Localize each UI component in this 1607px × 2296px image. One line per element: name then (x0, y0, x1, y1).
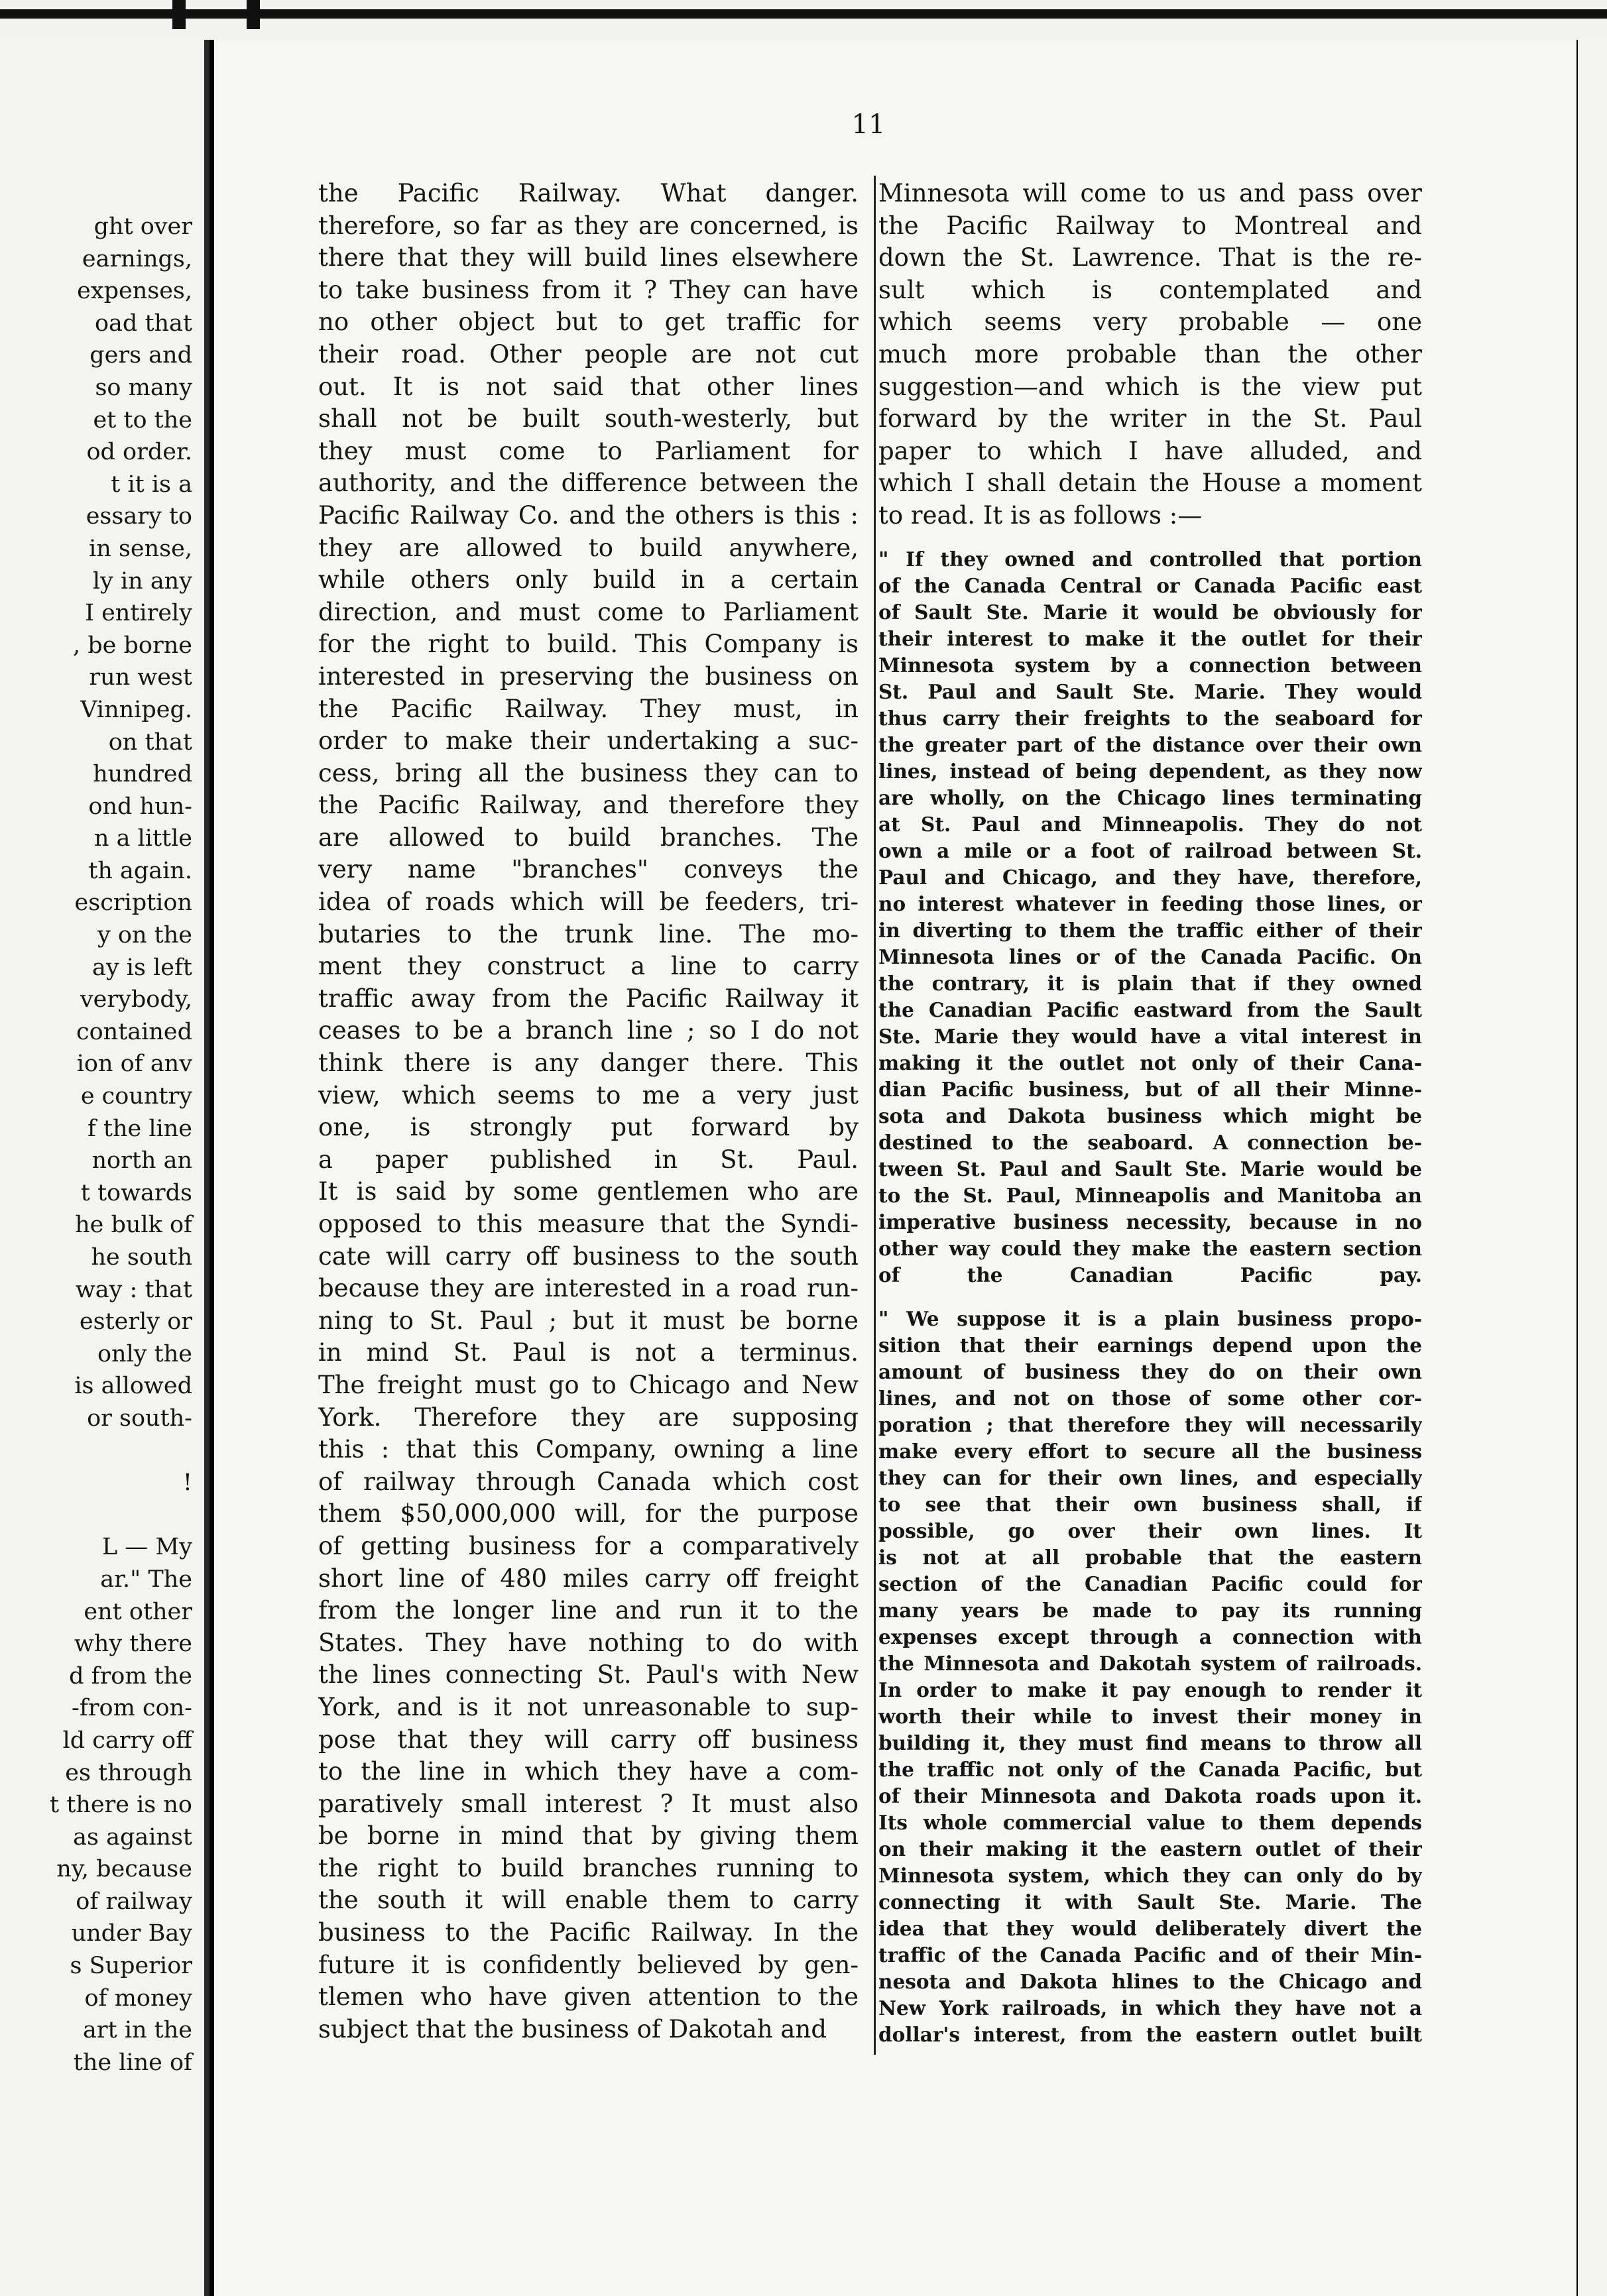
quote-line: make every effort to secure all the business (878, 1439, 1422, 1463)
quote-line: of their Minnesota and Dakota roads upon it. (878, 1784, 1422, 1808)
text-line: he south (91, 1244, 192, 1271)
text-line: suggestion—and which is the view put (878, 372, 1422, 401)
quote-line: at St. Paul and Minneapolis. They do not (878, 812, 1422, 836)
left-page-text (0, 211, 199, 2079)
quote-line: the greater part of the distance over their own (878, 732, 1422, 756)
text-line: , be borne (73, 632, 192, 659)
quote-line: Minnesota system by a connection between (878, 653, 1422, 677)
binding-mark (247, 0, 260, 29)
text-line: this : that this Company, owning a line (318, 1435, 859, 1464)
quote-line: they can for their own lines, and especially (878, 1465, 1422, 1489)
column-right-intro (878, 178, 1422, 532)
text-line: view, which seems to me a very just (318, 1080, 859, 1110)
quote-line: of the Canadian Pacific pay. (878, 1263, 1422, 1287)
text-line: ay is left (92, 954, 192, 981)
quote-line: making it the outlet not only of their Cana- (878, 1051, 1422, 1074)
page-gutter (204, 40, 209, 2296)
quote-line: the Minnesota and Dakotah system of railroads. (878, 1651, 1422, 1675)
quote-line: poration ; that therefore they will necessarily (878, 1412, 1422, 1436)
text-line: hundred (93, 761, 192, 788)
quote-line: connecting it with Sault Ste. Marie. The (878, 1890, 1422, 1914)
text-line: of getting business for a comparatively (318, 1531, 859, 1560)
quoted-passage-2 (878, 1306, 1422, 2048)
quote-line: " We suppose it is a plain business propo- (878, 1306, 1422, 1330)
quote-line: on their making it the eastern outlet of their (878, 1837, 1422, 1861)
text-line: the line of (73, 2049, 192, 2076)
text-line: north an (91, 1147, 192, 1175)
text-line: butaries to the trunk line. The mo- (318, 919, 859, 948)
text-line (0, 1499, 199, 1532)
right-margin (1578, 40, 1607, 2296)
text-line: therefore, so far as they are concerned, is (318, 211, 859, 240)
column-right (878, 178, 1422, 2048)
quote-line: the traffic not only of the Canada Pacific, but (878, 1757, 1422, 1781)
quote-line: the contrary, it is plain that if they owned (878, 971, 1422, 995)
text-line: they are allowed to build anywhere, (318, 533, 859, 562)
text-line: to take business from it ? They can have (318, 275, 859, 304)
quote-line: " If they owned and controlled that portion (878, 547, 1422, 571)
text-line: ent other (84, 1598, 192, 1625)
quote-line: Paul and Chicago, and they have, therefore, (878, 865, 1422, 889)
text-line: pose that they will carry off business (318, 1725, 859, 1754)
quote-line: Ste. Marie they would have a vital interest in (878, 1024, 1422, 1048)
text-line: their road. Other people are not cut (318, 339, 859, 369)
quote-line: worth their while to invest their money in (878, 1704, 1422, 1728)
quote-line: expenses except through a connection with (878, 1625, 1422, 1648)
text-line: earnings, (82, 245, 192, 272)
text-line: interested in preserving the business on (318, 661, 859, 691)
text-line: out. It is not said that other lines (318, 372, 859, 401)
text-line: y on the (97, 922, 192, 949)
quote-line: destined to the seaboard. A connection be- (878, 1130, 1422, 1154)
text-line: et to the (93, 406, 192, 433)
text-line: in mind St. Paul is not a terminus. (318, 1338, 859, 1367)
text-line: only the (97, 1340, 192, 1367)
text-line (0, 1435, 199, 1467)
text-line: much more probable than the other (878, 339, 1422, 369)
quoted-passage-1 (878, 546, 1422, 1289)
text-line: there that they will build lines elsewhere (318, 243, 859, 272)
scan-top-border (0, 0, 1607, 40)
quote-line: sota and Dakota business which might be (878, 1104, 1422, 1127)
text-line: think there is any danger there. This (318, 1049, 859, 1078)
text-line: them $50,000,000 will, for the purpose (318, 1499, 859, 1528)
text-line: subject that the business of Dakotah and (318, 2014, 827, 2043)
quote-line: Minnesota lines or of the Canada Pacific. On (878, 945, 1422, 968)
column-divider (874, 176, 876, 2055)
text-line: is allowed (74, 1373, 192, 1400)
text-line: be borne in mind that by giving them (318, 1821, 859, 1851)
text-line: ning to St. Paul ; but it must be borne (318, 1306, 859, 1335)
text-line: L — My (101, 1534, 192, 1561)
text-line: of money (84, 1984, 192, 2012)
quote-line: Minnesota system, which they can only do by (878, 1863, 1422, 1887)
text-line: shall not be built south-westerly, but (318, 404, 859, 433)
text-line: York. Therefore they are supposing (318, 1403, 859, 1432)
quote-line: own a mile or a foot of railroad between St. (878, 838, 1422, 862)
text-line: Vinnipeg. (80, 696, 192, 723)
quote-line: of the Canada Central or Canada Pacific east (878, 573, 1422, 597)
text-line: very name "branches" conveys the (318, 855, 859, 884)
text-line: cate will carry off business to the south (318, 1241, 859, 1271)
quote-line: is not at all probable that the eastern (878, 1545, 1422, 1569)
text-line: no other object but to get traffic for (318, 308, 859, 337)
text-line: the right to build branches running to (318, 1853, 859, 1882)
quote-line: dian Pacific business, but of all their Minne- (878, 1077, 1422, 1101)
text-line: ny, because (56, 1856, 192, 1883)
page-number: 11 (851, 109, 886, 140)
text-line: the south it will enable them to carry (318, 1886, 859, 1915)
text-line: Minnesota will come to us and pass over (878, 179, 1422, 207)
text-line: expenses, (77, 278, 192, 305)
text-line: verybody, (80, 986, 192, 1013)
quote-line: their interest to make it the outlet for their (878, 626, 1422, 650)
text-line: way : that (75, 1276, 192, 1303)
text-line: essary to (86, 503, 192, 530)
text-line: th again. (88, 857, 192, 884)
text-line: as against (73, 1823, 192, 1851)
quote-line: sition that their earnings depend upon the (878, 1333, 1422, 1357)
text-line: direction, and must come to Parliament (318, 597, 859, 626)
quote-line: in diverting to them the traffic either of their (878, 918, 1422, 942)
text-line: while others only build in a certain (318, 565, 859, 595)
text-line: I entirely (85, 600, 192, 627)
quote-line: amount of business they do on their own (878, 1359, 1422, 1383)
text-line: idea of roads which will be feeders, tri- (318, 888, 859, 917)
text-line: York, and is it not unreasonable to sup- (318, 1692, 859, 1721)
text-line: escription (74, 890, 192, 917)
quote-line: Its whole commercial value to them depends (878, 1810, 1422, 1834)
quote-line: thus carry their freights to the seaboard for (878, 706, 1422, 730)
text-line: oad that (94, 310, 192, 337)
quote-line: the Canadian Pacific eastward from the Sault (878, 998, 1422, 1021)
text-line: he bulk of (75, 1212, 192, 1239)
quote-line: to see that their own business shall, if (878, 1492, 1422, 1516)
text-line: ceases to be a branch line ; so I do not (318, 1016, 859, 1045)
left-page-fragment (0, 40, 209, 2296)
text-line: authority, and the difference between the (318, 469, 859, 498)
text-line: or south- (87, 1405, 192, 1432)
text-line: to read. It is as follows :— (878, 500, 1203, 530)
text-line: ght over (93, 213, 192, 240)
text-line: sult which is contemplated and (878, 275, 1422, 304)
text-line: Pacific Railway Co. and the others is this : (318, 500, 859, 530)
text-line: ly in any (92, 567, 192, 595)
text-line: they must come to Parliament for (318, 436, 859, 465)
text-line: n a little (93, 825, 192, 852)
text-line: short line of 480 miles carry off freight (318, 1564, 859, 1593)
quote-line: traffic of the Canada Pacific and of their Min- (878, 1943, 1422, 1967)
text-line: -from con- (72, 1695, 192, 1722)
text-line: ld carry off (62, 1727, 192, 1754)
quote-line: to the St. Paul, Minneapolis and Manitoba an (878, 1183, 1422, 1207)
text-line: It is said by some gentlemen who are (318, 1177, 859, 1206)
text-line: order to make their undertaking a suc- (318, 726, 859, 756)
quote-line: nesota and Dakota hlines to the Chicago and (878, 1969, 1422, 1993)
text-line: on that (108, 728, 192, 756)
quote-line: no interest whatever in feeding those lines, or (878, 891, 1422, 915)
text-line: a paper published in St. Paul. (318, 1145, 859, 1174)
text-line: opposed to this measure that the Syndi- (318, 1210, 859, 1238)
text-line: to the line in which they have a com- (318, 1757, 859, 1786)
text-line: art in the (83, 2017, 192, 2044)
text-line: run west (89, 664, 192, 691)
text-line: one, is strongly put forward by (318, 1113, 859, 1142)
text-line: s Superior (70, 1953, 192, 1980)
text-line: ment they construct a line to carry (318, 952, 859, 981)
text-line: under Bay (71, 1920, 192, 1947)
quote-line: tween St. Paul and Sault Ste. Marie would be (878, 1157, 1422, 1180)
text-line: the Pacific Railway. What danger. (318, 179, 859, 207)
quote-line: are wholly, on the Chicago lines terminating (878, 785, 1422, 809)
text-line: the Pacific Railway to Montreal and (878, 211, 1422, 240)
text-line: forward by the writer in the St. Paul (878, 404, 1422, 433)
binding-mark (172, 0, 186, 29)
text-line: traffic away from the Pacific Railway it (318, 984, 859, 1013)
text-line: the Pacific Railway. They must, in (318, 694, 859, 723)
text-line: gers and (89, 342, 192, 369)
text-line: paper to which I have alluded, and (878, 436, 1422, 465)
text-line: which seems very probable — one (878, 308, 1422, 337)
text-line: ond hun- (88, 793, 192, 820)
text-line: of railway through Canada which cost (318, 1467, 859, 1496)
text-line: ion of anv (76, 1051, 192, 1078)
quote-line: building it, they must find means to throw all (878, 1731, 1422, 1754)
text-line: business to the Pacific Railway. In the (318, 1918, 859, 1947)
text-line: the lines connecting St. Paul's with New (318, 1660, 859, 1690)
text-line: States. They have nothing to do with (318, 1628, 859, 1657)
text-line: es through (65, 1759, 192, 1786)
text-line: d from the (69, 1662, 192, 1690)
text-line: od order. (86, 439, 192, 466)
quote-line: section of the Canadian Pacific could for (878, 1572, 1422, 1595)
text-line: for the right to build. This Company is (318, 630, 859, 659)
text-line: down the St. Lawrence. That is the re- (878, 243, 1422, 272)
text-line: because they are interested in a road run- (318, 1274, 859, 1303)
quote-line: St. Paul and Sault Ste. Marie. They would (878, 679, 1422, 703)
text-line: t there is no (50, 1792, 192, 1819)
text-line: t towards (80, 1179, 192, 1206)
text-line: cess, bring all the business they can to (318, 758, 859, 787)
text-line: the Pacific Railway, and therefore they (318, 791, 859, 820)
text-line: ! (182, 1469, 192, 1497)
text-line: why there (74, 1631, 192, 1658)
text-line: are allowed to build branches. The (318, 823, 859, 852)
text-line: from the longer line and run it to the (318, 1596, 859, 1625)
quote-line: lines, instead of being dependent, as they now (878, 759, 1422, 783)
text-line: which I shall detain the House a moment (878, 469, 1422, 498)
text-line: contained (76, 1018, 192, 1045)
text-line: in sense, (89, 535, 192, 562)
text-line: f the line (87, 1115, 192, 1142)
quote-line: possible, go over their own lines. It (878, 1519, 1422, 1542)
quote-line: imperative business necessity, because in no (878, 1210, 1422, 1234)
text-line: ar." The (100, 1566, 192, 1593)
text-line: of railway (76, 1888, 192, 1915)
text-line: e country (80, 1083, 192, 1110)
quote-line: New York railroads, in which they have not a (878, 1996, 1422, 2020)
text-line: tlemen who have given attention to the (318, 1982, 859, 2012)
quote-line: other way could they make the eastern section (878, 1236, 1422, 1260)
quote-line: lines, and not on those of some other cor- (878, 1386, 1422, 1410)
quote-line: In order to make it pay enough to render it (878, 1678, 1422, 1701)
text-line: future it is confidently believed by gen- (318, 1950, 859, 1979)
text-line: The freight must go to Chicago and New (318, 1370, 859, 1399)
top-rule (0, 9, 1607, 19)
text-line: t it is a (111, 471, 192, 498)
text-line: paratively small interest ? It must also (318, 1789, 859, 1818)
quote-line: dollar's interest, from the eastern outlet built (878, 2022, 1422, 2046)
quote-line: idea that they would deliberately divert the (878, 1916, 1422, 1940)
quote-line: of Sault Ste. Marie it would be obviously for (878, 600, 1422, 624)
text-line: so many (95, 374, 192, 401)
quote-line: many years be made to pay its running (878, 1598, 1422, 1622)
column-left (318, 178, 859, 2045)
text-line: esterly or (79, 1308, 192, 1336)
